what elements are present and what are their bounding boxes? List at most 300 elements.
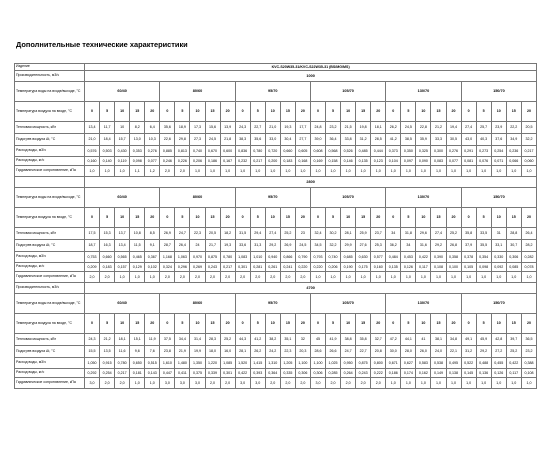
data-cell: 0,364 bbox=[265, 369, 280, 378]
data-cell: 0,375 bbox=[190, 369, 205, 378]
data-cell: 1,520 bbox=[235, 358, 250, 369]
air-temp-value: 5 bbox=[250, 314, 265, 334]
air-temp-value: 15 bbox=[431, 314, 446, 334]
air-temp-value: 20 bbox=[145, 314, 160, 334]
data-cell: 24,3 bbox=[235, 122, 250, 134]
data-cell: 2,0 bbox=[190, 272, 205, 283]
air-temp-value: 0 bbox=[160, 102, 175, 122]
airflow-label: Производительность, м3/ч bbox=[15, 283, 85, 294]
data-cell: 29,4 bbox=[250, 228, 265, 240]
water-temp-label: Температура воды на входе/выходе, °С bbox=[15, 294, 85, 314]
air-temp-value: 15 bbox=[280, 208, 295, 228]
water-temp-label: Температура воды на входе/выходе, °С bbox=[15, 82, 85, 102]
data-cell: 24,8 bbox=[310, 122, 325, 134]
data-row bbox=[15, 122, 537, 134]
data-cell: 1,0 bbox=[326, 166, 341, 177]
data-cell: 18,9 bbox=[175, 122, 190, 134]
data-cell: 29,2 bbox=[476, 346, 491, 358]
water-temp-label: Температура воды на входе/выходе, °С bbox=[15, 188, 85, 208]
data-cell: 0,108 bbox=[431, 263, 446, 272]
data-cell: 1,0 bbox=[145, 378, 160, 389]
data-cell: 0,160 bbox=[371, 263, 386, 272]
data-cell: 0,335 bbox=[280, 369, 295, 378]
data-cell: 10,3 bbox=[145, 134, 160, 146]
data-cell: 18,1 bbox=[371, 122, 386, 134]
data-cell: 2,0 bbox=[100, 272, 115, 283]
data-cell: 0,608 bbox=[310, 146, 325, 157]
data-cell: 0,168 bbox=[295, 157, 310, 166]
data-cell: 0,740 bbox=[326, 252, 341, 263]
data-cell: 27,4 bbox=[461, 122, 476, 134]
data-cell: 0,393 bbox=[250, 369, 265, 378]
data-cell: 0,206 bbox=[190, 157, 205, 166]
data-cell: 0,217 bbox=[250, 157, 265, 166]
data-cell: 37,6 bbox=[491, 134, 506, 146]
data-cell: 0,136 bbox=[476, 369, 491, 378]
data-cell: 1,0 bbox=[416, 378, 431, 389]
row-label: Расход воды, кг/с bbox=[15, 369, 85, 378]
data-cell: 0,660 bbox=[100, 252, 115, 263]
air-temp-value: 20 bbox=[295, 102, 310, 122]
data-cell: 0,301 bbox=[220, 369, 235, 378]
data-cell: 1,0 bbox=[341, 166, 356, 177]
air-temp-value: 20 bbox=[220, 208, 235, 228]
air-temp-row bbox=[15, 102, 537, 122]
air-temp-value: 10 bbox=[416, 314, 431, 334]
air-temp-value: 15 bbox=[356, 102, 371, 122]
data-cell: 19,3 bbox=[280, 122, 295, 134]
data-cell: 1,0 bbox=[521, 378, 536, 389]
air-temp-label: Температура воздуха на входе, °С bbox=[15, 102, 85, 122]
data-cell: 33,1 bbox=[491, 240, 506, 252]
data-cell: 26,2 bbox=[250, 346, 265, 358]
data-cell: 0,060 bbox=[521, 157, 536, 166]
row-label: Расход воды, кг/с bbox=[15, 157, 85, 166]
airflow-row bbox=[15, 71, 537, 82]
data-cell: 0,276 bbox=[145, 146, 160, 157]
data-cell: 1,168 bbox=[160, 252, 175, 263]
data-cell: 2,0 bbox=[205, 272, 220, 283]
data-cell: 2,0 bbox=[356, 378, 371, 389]
water-temp-group: 80/60 bbox=[160, 188, 235, 208]
air-temp-value: 10 bbox=[190, 102, 205, 122]
data-cell: 0,576 bbox=[85, 146, 100, 157]
airflow-label bbox=[15, 177, 85, 188]
data-cell: 2,0 bbox=[265, 378, 280, 389]
air-temp-value: 20 bbox=[145, 208, 160, 228]
data-cell: 24,7 bbox=[341, 346, 356, 358]
data-cell: 41,2 bbox=[386, 134, 401, 146]
data-cell: 22,3 bbox=[280, 346, 295, 358]
data-cell: 38,2 bbox=[265, 334, 280, 346]
data-cell: 1,0 bbox=[461, 378, 476, 389]
data-cell: 2,0 bbox=[371, 378, 386, 389]
data-row bbox=[15, 166, 537, 177]
data-cell: 0,066 bbox=[506, 157, 521, 166]
data-cell: 31,6 bbox=[416, 240, 431, 252]
data-cell: 0,243 bbox=[205, 263, 220, 272]
data-cell: 0,167 bbox=[220, 157, 235, 166]
data-cell: 0,104 bbox=[386, 157, 401, 166]
air-temp-value: 5 bbox=[326, 314, 341, 334]
model-value: KVC-S20W35-31/KVC-S22W35-31 (BS/MG/MS) bbox=[85, 64, 537, 71]
water-temp-group: 80/60 bbox=[160, 82, 235, 102]
data-cell: 0,220 bbox=[295, 263, 310, 272]
data-cell: 19,8 bbox=[356, 122, 371, 134]
data-cell: 39,7 bbox=[506, 334, 521, 346]
air-temp-value: 5 bbox=[100, 208, 115, 228]
data-cell: 0,600 bbox=[220, 146, 235, 157]
data-cell: 35,5 bbox=[476, 240, 491, 252]
data-cell: 0,430 bbox=[115, 146, 130, 157]
data-cell: 0,488 bbox=[476, 358, 491, 369]
data-row bbox=[15, 378, 537, 389]
page-title: Дополнительные технические характеристики bbox=[16, 40, 188, 49]
data-cell: 21,7 bbox=[205, 240, 220, 252]
air-temp-value: 5 bbox=[100, 102, 115, 122]
data-cell: 1,0 bbox=[521, 166, 536, 177]
data-row bbox=[15, 358, 537, 369]
data-cell: 11,9 bbox=[145, 334, 160, 346]
data-cell: 44,3 bbox=[235, 334, 250, 346]
data-cell: 31,2 bbox=[356, 134, 371, 146]
data-cell: 0,455 bbox=[491, 358, 506, 369]
data-cell: 1,0 bbox=[356, 166, 371, 177]
data-row bbox=[15, 228, 537, 240]
data-row bbox=[15, 240, 537, 252]
data-cell: 0,108 bbox=[521, 369, 536, 378]
air-temp-value: 5 bbox=[175, 102, 190, 122]
data-cell: 0,217 bbox=[115, 369, 130, 378]
data-cell: 0,226 bbox=[175, 157, 190, 166]
data-cell: 0,282 bbox=[521, 252, 536, 263]
data-row bbox=[15, 263, 537, 272]
data-cell: 0,300 bbox=[431, 146, 446, 157]
data-cell: 1,2 bbox=[145, 166, 160, 177]
data-cell: 1,0 bbox=[416, 272, 431, 283]
data-cell: 0,281 bbox=[250, 263, 265, 272]
data-cell: 0,145 bbox=[461, 369, 476, 378]
data-cell: 27,4 bbox=[265, 228, 280, 240]
air-temp-value: 10 bbox=[491, 208, 506, 228]
row-label: Гидравлическое сопротивление, кПа bbox=[15, 166, 85, 177]
data-cell: 29,2 bbox=[265, 240, 280, 252]
data-cell: 1,205 bbox=[280, 358, 295, 369]
data-cell: 31,8 bbox=[401, 228, 416, 240]
data-cell: 29,9 bbox=[341, 240, 356, 252]
air-temp-value: 5 bbox=[476, 208, 491, 228]
data-cell: 41,2 bbox=[250, 334, 265, 346]
data-cell: 1,0 bbox=[190, 166, 205, 177]
data-cell: 0,753 bbox=[85, 252, 100, 263]
data-cell: 0,209 bbox=[85, 263, 100, 272]
model-row bbox=[15, 64, 537, 71]
air-temp-value: 15 bbox=[356, 314, 371, 334]
data-cell: 0,630 bbox=[356, 252, 371, 263]
data-cell: 0,222 bbox=[371, 369, 386, 378]
data-cell: 0,940 bbox=[265, 252, 280, 263]
data-cell: 32,4 bbox=[310, 228, 325, 240]
data-row bbox=[15, 134, 537, 146]
data-cell: 1,0 bbox=[386, 166, 401, 177]
data-cell: 0,836 bbox=[235, 146, 250, 157]
air-temp-value: 0 bbox=[386, 314, 401, 334]
air-temp-value: 0 bbox=[310, 208, 325, 228]
data-cell: 18,0 bbox=[205, 346, 220, 358]
data-cell: 23,2 bbox=[521, 346, 536, 358]
data-cell: 1,083 bbox=[235, 252, 250, 263]
air-temp-value: 15 bbox=[205, 102, 220, 122]
data-cell: 25,2 bbox=[506, 346, 521, 358]
row-label: Расход воды, м3/ч bbox=[15, 252, 85, 263]
air-temp-value: 5 bbox=[250, 208, 265, 228]
data-cell: 35,9 bbox=[416, 134, 431, 146]
data-cell: 0,264 bbox=[341, 369, 356, 378]
data-cell: 1,0 bbox=[446, 166, 461, 177]
data-cell: 17,5 bbox=[85, 228, 100, 240]
air-temp-value: 10 bbox=[115, 102, 130, 122]
air-temp-value: 20 bbox=[145, 102, 160, 122]
water-temp-group: 130/70 bbox=[386, 82, 461, 102]
data-cell: 1,050 bbox=[85, 358, 100, 369]
data-cell: 0,422 bbox=[506, 358, 521, 369]
data-cell: 24,5 bbox=[401, 122, 416, 134]
data-cell: 0,875 bbox=[205, 252, 220, 263]
data-cell: 19,9 bbox=[190, 346, 205, 358]
data-cell: 26,2 bbox=[386, 122, 401, 134]
water-temp-row bbox=[15, 82, 537, 102]
data-cell: 20,5 bbox=[521, 122, 536, 134]
airflow-value: 4700 bbox=[85, 283, 537, 294]
air-temp-value: 10 bbox=[341, 208, 356, 228]
data-cell: 28,7 bbox=[160, 240, 175, 252]
data-cell: 0,261 bbox=[265, 263, 280, 272]
data-cell: 2,0 bbox=[341, 378, 356, 389]
data-cell: 22,7 bbox=[356, 346, 371, 358]
data-cell: 24,3 bbox=[85, 334, 100, 346]
data-cell: 0,081 bbox=[461, 157, 476, 166]
row-label: Гидравлическое сопротивление, кПа bbox=[15, 378, 85, 389]
data-cell: 0,126 bbox=[491, 369, 506, 378]
data-cell: 11,6 bbox=[115, 346, 130, 358]
air-temp-value: 10 bbox=[341, 102, 356, 122]
data-cell: 0,183 bbox=[100, 263, 115, 272]
data-cell: 1,0 bbox=[326, 272, 341, 283]
data-cell: 0,950 bbox=[341, 358, 356, 369]
data-cell: 44,1 bbox=[401, 334, 416, 346]
data-cell: 0,605 bbox=[295, 146, 310, 157]
data-cell: 16,3 bbox=[100, 240, 115, 252]
air-temp-value: 10 bbox=[115, 208, 130, 228]
data-cell: 0,232 bbox=[235, 157, 250, 166]
data-cell: 0,503 bbox=[100, 146, 115, 157]
data-cell: 0,291 bbox=[461, 146, 476, 157]
data-cell: 0,217 bbox=[220, 263, 235, 272]
data-cell: 25,7 bbox=[476, 122, 491, 134]
data-cell: 26,4 bbox=[521, 228, 536, 240]
data-row bbox=[15, 146, 537, 157]
data-cell: 2,0 bbox=[85, 272, 100, 283]
data-cell: 22,6 bbox=[160, 134, 175, 146]
data-cell: 0,098 bbox=[130, 157, 145, 166]
data-cell: 26,4 bbox=[175, 240, 190, 252]
data-cell: 22,1 bbox=[446, 346, 461, 358]
data-cell: 1,0 bbox=[491, 378, 506, 389]
data-cell: 1,350 bbox=[190, 358, 205, 369]
data-cell: 34,9 bbox=[506, 134, 521, 146]
water-temp-group: 60/40 bbox=[85, 188, 160, 208]
data-cell: 0,866 bbox=[280, 252, 295, 263]
row-label: Тепловая мощность, кВт bbox=[15, 122, 85, 134]
data-cell: 13,0 bbox=[130, 134, 145, 146]
data-cell: 1,0 bbox=[130, 272, 145, 283]
air-temp-value: 0 bbox=[85, 208, 100, 228]
data-cell: 2,0 bbox=[295, 378, 310, 389]
data-cell: 9,6 bbox=[130, 346, 145, 358]
air-temp-value: 5 bbox=[476, 102, 491, 122]
data-cell: 0,780 bbox=[115, 358, 130, 369]
data-cell: 24,7 bbox=[175, 228, 190, 240]
data-cell: 24 bbox=[190, 240, 205, 252]
data-cell: 0,077 bbox=[446, 157, 461, 166]
air-temp-row bbox=[15, 314, 537, 334]
data-cell: 0,186 bbox=[205, 157, 220, 166]
data-cell: 0,740 bbox=[190, 146, 205, 157]
data-cell: 25,2 bbox=[280, 228, 295, 240]
data-cell: 18,7 bbox=[85, 240, 100, 252]
data-cell: 0,138 bbox=[446, 369, 461, 378]
data-cell: 22,8 bbox=[416, 122, 431, 134]
data-cell: 6,4 bbox=[145, 122, 160, 134]
data-cell: 2,0 bbox=[160, 272, 175, 283]
air-temp-value: 15 bbox=[280, 102, 295, 122]
air-temp-value: 0 bbox=[386, 102, 401, 122]
data-cell: 1,0 bbox=[115, 272, 130, 283]
data-row bbox=[15, 272, 537, 283]
data-cell: 0,583 bbox=[416, 358, 431, 369]
data-cell: 0,078 bbox=[521, 263, 536, 272]
data-cell: 3,0 bbox=[235, 378, 250, 389]
data-cell: 32,2 bbox=[326, 240, 341, 252]
air-temp-value: 20 bbox=[446, 314, 461, 334]
data-cell: 0,813 bbox=[175, 146, 190, 157]
data-cell: 0,353 bbox=[130, 146, 145, 157]
air-temp-value: 10 bbox=[265, 208, 280, 228]
row-label: Подогрев воздуха Δt, °С bbox=[15, 240, 85, 252]
data-cell: 32,2 bbox=[521, 134, 536, 146]
data-cell: 0,453 bbox=[401, 252, 416, 263]
data-cell: 22,2 bbox=[506, 122, 521, 134]
air-temp-value: 20 bbox=[521, 208, 536, 228]
data-cell: 43,0 bbox=[461, 134, 476, 146]
data-cell: 0,117 bbox=[506, 369, 521, 378]
air-temp-value: 15 bbox=[280, 314, 295, 334]
data-cell: 20,8 bbox=[371, 346, 386, 358]
data-cell: 0,169 bbox=[310, 157, 325, 166]
data-cell: 23,7 bbox=[371, 228, 386, 240]
data-cell: 0,157 bbox=[115, 263, 130, 272]
data-cell: 1,0 bbox=[85, 166, 100, 177]
air-temp-value: 0 bbox=[160, 208, 175, 228]
data-cell: 27,2 bbox=[491, 346, 506, 358]
data-cell: 34 bbox=[401, 240, 416, 252]
water-temp-group: 95/70 bbox=[235, 294, 310, 314]
data-cell: 0,276 bbox=[446, 146, 461, 157]
row-label: Тепловая мощность, кВт bbox=[15, 334, 85, 346]
air-temp-value: 20 bbox=[220, 314, 235, 334]
air-temp-value: 15 bbox=[506, 102, 521, 122]
data-cell: 1,0 bbox=[506, 272, 521, 283]
data-cell: 1,0 bbox=[265, 166, 280, 177]
data-cell: 29,8 bbox=[175, 134, 190, 146]
data-cell: 13,4 bbox=[115, 240, 130, 252]
data-cell: 21,0 bbox=[265, 122, 280, 134]
data-cell: 21,2 bbox=[100, 334, 115, 346]
data-cell: 0,158 bbox=[326, 157, 341, 166]
data-cell: 20,5 bbox=[205, 228, 220, 240]
data-cell: 1,415 bbox=[250, 358, 265, 369]
data-cell: 0,186 bbox=[386, 369, 401, 378]
data-cell: 1,0 bbox=[521, 272, 536, 283]
data-cell: 0,324 bbox=[160, 263, 175, 272]
water-temp-group: 95/70 bbox=[235, 188, 310, 208]
data-cell: 0,780 bbox=[250, 146, 265, 157]
data-cell: 0,671 bbox=[386, 358, 401, 369]
data-cell: 31,5 bbox=[235, 228, 250, 240]
air-temp-value: 10 bbox=[341, 314, 356, 334]
air-temp-value: 10 bbox=[265, 314, 280, 334]
data-cell: 2,0 bbox=[115, 378, 130, 389]
data-cell: 20,3 bbox=[295, 346, 310, 358]
data-cell: 1,0 bbox=[401, 378, 416, 389]
data-cell: 0,325 bbox=[416, 146, 431, 157]
data-cell: 31 bbox=[491, 228, 506, 240]
data-cell: 15,1 bbox=[130, 334, 145, 346]
data-cell: 37,9 bbox=[461, 240, 476, 252]
data-cell: 0,269 bbox=[190, 263, 205, 272]
data-cell: 34,5 bbox=[310, 240, 325, 252]
water-temp-group: 130/70 bbox=[386, 294, 461, 314]
data-cell: 0,140 bbox=[100, 157, 115, 166]
water-temp-group: 130/70 bbox=[386, 188, 461, 208]
data-cell: 1,0 bbox=[491, 272, 506, 283]
data-cell: 23 bbox=[295, 228, 310, 240]
data-cell: 31,3 bbox=[250, 240, 265, 252]
data-cell: 21,5 bbox=[341, 122, 356, 134]
data-cell: 30,0 bbox=[386, 346, 401, 358]
data-cell: 1,0 bbox=[371, 166, 386, 177]
data-cell: 0,162 bbox=[416, 369, 431, 378]
data-cell: 3,0 bbox=[160, 378, 175, 389]
data-cell: 28,3 bbox=[205, 334, 220, 346]
water-temp-group: 60/40 bbox=[85, 82, 160, 102]
data-cell: 2,0 bbox=[175, 272, 190, 283]
data-cell: 35,8 bbox=[356, 334, 371, 346]
data-cell: 28,8 bbox=[506, 228, 521, 240]
data-cell: 1,0 bbox=[386, 378, 401, 389]
data-cell: 1,0 bbox=[386, 272, 401, 283]
data-cell: 1,480 bbox=[175, 358, 190, 369]
data-cell: 26,6 bbox=[326, 346, 341, 358]
data-cell: 0,135 bbox=[386, 263, 401, 272]
data-cell: 36,4 bbox=[326, 134, 341, 146]
data-cell: 1,010 bbox=[250, 252, 265, 263]
data-cell: 15,6 bbox=[205, 122, 220, 134]
data-cell: 1,0 bbox=[476, 378, 491, 389]
air-temp-value: 5 bbox=[401, 314, 416, 334]
water-temp-group: 150/70 bbox=[461, 294, 537, 314]
air-temp-value: 20 bbox=[371, 314, 386, 334]
